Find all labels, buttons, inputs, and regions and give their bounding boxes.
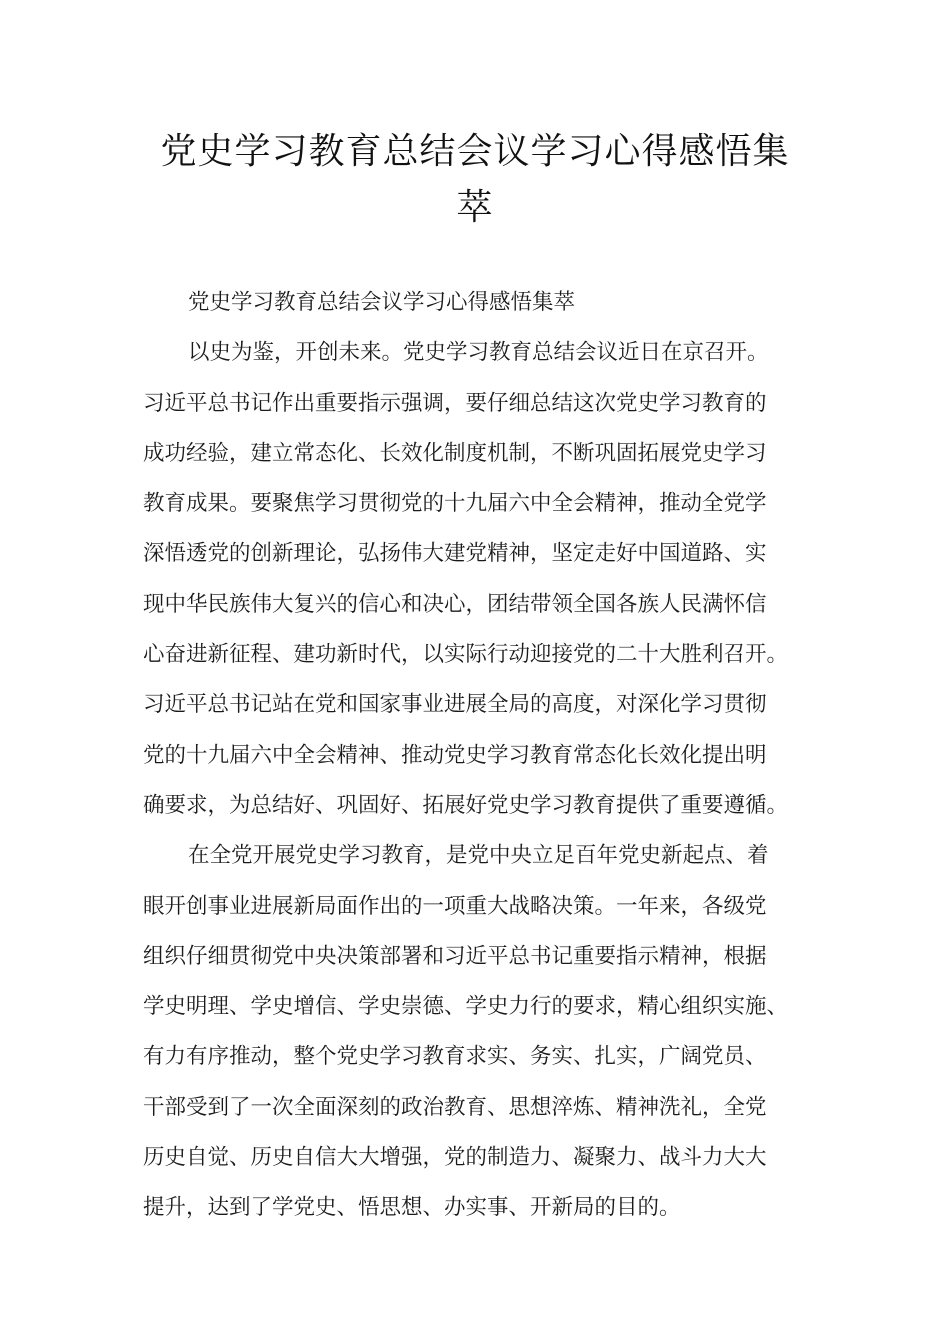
body-line: 深悟透党的创新理论，弘扬伟大建党精神，坚定走好中国道路、实 xyxy=(143,541,767,567)
body-line: 党史学习教育总结会议学习心得感悟集萃 xyxy=(188,290,576,315)
body-line: 确要求，为总结好、巩固好、拓展好党史学习教育提供了重要遵循。 xyxy=(143,792,789,818)
body-line: 教育成果。要聚焦学习贯彻党的十九届六中全会精神，推动全党学 xyxy=(143,491,767,517)
body-line: 党的十九届六中全会精神、推动党史学习教育常态化长效化提出明 xyxy=(143,742,767,768)
body-line: 干部受到了一次全面深刻的政治教育、思想淬炼、精神洗礼，全党 xyxy=(143,1094,767,1120)
body-line: 习近平总书记站在党和国家事业进展全局的高度，对深化学习贯彻 xyxy=(143,692,767,718)
body-line: 现中华民族伟大复兴的信心和决心，团结带领全国各族人民满怀信 xyxy=(143,591,767,617)
body-line: 成功经验，建立常态化、长效化制度机制，不断巩固拓展党史学习 xyxy=(143,440,767,466)
body-line: 组织仔细贯彻党中央决策部署和习近平总书记重要指示精神，根据 xyxy=(143,943,767,969)
body-line: 历史自觉、历史自信大大增强，党的制造力、凝聚力、战斗力大大 xyxy=(143,1145,767,1171)
body-line: 提升，达到了学党史、悟思想、办实事、开新局的目的。 xyxy=(143,1195,681,1221)
title-line-2: 萃 xyxy=(456,187,494,228)
title-line-1: 党史学习教育总结会议学习心得感悟集 xyxy=(160,131,790,172)
body-line: 眼开创事业进展新局面作出的一项重大战略决策。一年来，各级党 xyxy=(143,893,767,919)
document-title xyxy=(100,124,850,236)
body-line: 在全党开展党史学习教育，是党中央立足百年党史新起点、着 xyxy=(188,843,769,869)
body-line: 习近平总书记作出重要指示强调，要仔细总结这次党史学习教育的 xyxy=(143,390,767,416)
body-line: 学史明理、学史增信、学史崇德、学史力行的要求，精心组织实施、 xyxy=(143,994,789,1020)
document-body xyxy=(143,278,833,1234)
body-line: 心奋进新征程、建功新时代，以实际行动迎接党的二十大胜利召开。 xyxy=(143,642,789,668)
body-line: 有力有序推动，整个党史学习教育求实、务实、扎实，广阔党员、 xyxy=(143,1044,767,1070)
body-line: 以史为鉴，开创未来。党史学习教育总结会议近日在京召开。 xyxy=(188,340,769,366)
